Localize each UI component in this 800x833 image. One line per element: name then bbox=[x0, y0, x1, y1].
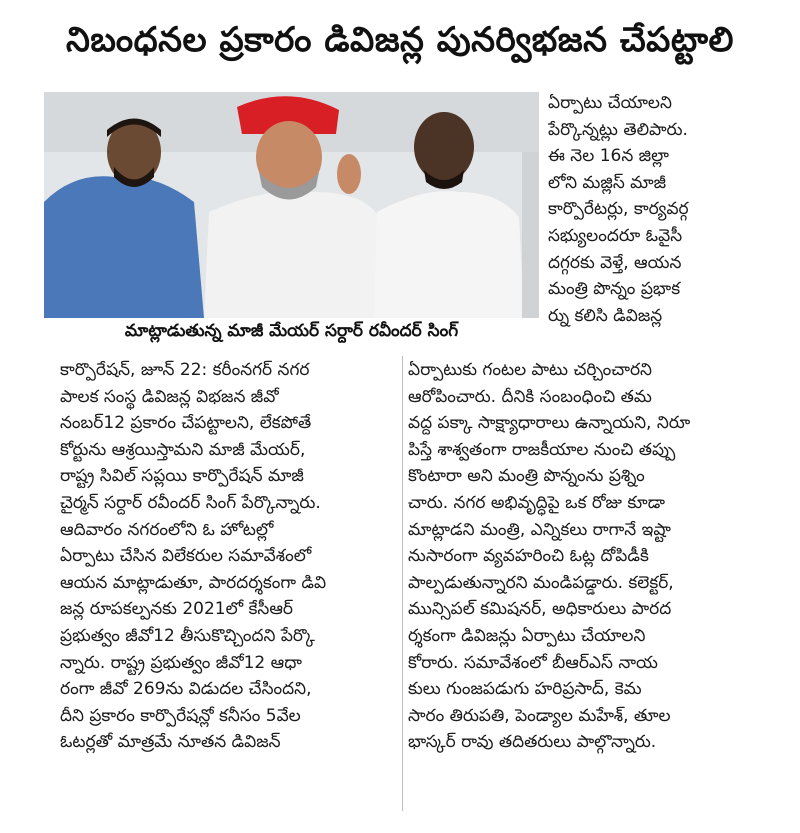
text-line: జన్ల రూపకల్పనకు 2021లో కేసీఆర్ bbox=[60, 599, 293, 620]
text-line: ర్శకంగా డివిజన్లు ఏర్పాటు చేయాలని bbox=[408, 625, 646, 646]
text-line: మాట్లాడని మంత్రి, ఎన్నికలు రాగానే ఇష్టా bbox=[408, 519, 671, 540]
headline: నిబంధనల ప్రకారం డివిజన్ల పునర్విభజన చేపట్టాలి bbox=[66, 20, 734, 60]
text-line: కోరారు. సమావేశంలో బీఆర్ఎస్ నాయ bbox=[408, 652, 658, 673]
text-line: భాస్కర్ రావు తదితరులు పాల్గొన్నారు. bbox=[408, 732, 657, 753]
text-line: ఈ నెల 16న జిల్లా bbox=[548, 146, 669, 167]
text-line: కులు గుంజపడుగు హరిప్రసాద్, కెమ bbox=[408, 679, 642, 700]
text-line: నుసారంగా వ్యవహరించి ఓట్ల దోపిడీకి bbox=[408, 546, 649, 567]
text-line: పిస్తే శాశ్వతంగా రాజకీయాల నుంచి తప్పు bbox=[408, 439, 676, 460]
text-line: కొంటారా అని మంత్రి పొన్నంను ప్రశ్నిం bbox=[408, 466, 645, 487]
text-line: ర్ను కలిసి డివిజన్ల bbox=[548, 305, 663, 326]
text-line: ఏర్పాటు చేసిన విలేకరుల సమావేశంలో bbox=[60, 546, 312, 567]
photo-caption: మాట్లాడుతున్న మాజీ మేయర్ సర్దార్ రవీందర్ సింగ్ bbox=[124, 321, 459, 341]
text-line: దగ్గరకు వెళ్తే, ఆయన bbox=[548, 252, 682, 273]
text-line: సభ్యులందరూ ఓవైసీ bbox=[548, 225, 683, 246]
text-line: మంత్రి పొన్నం ప్రభాక bbox=[548, 279, 681, 300]
text-line: రంగా జీవో 269ను విడుదల చేసిందని, bbox=[60, 679, 312, 700]
text-line: చారు. నగర అభివృద్ధిపై ఒక రోజు కూడా bbox=[408, 492, 665, 513]
text-line: పాలక సంస్థ డివిజన్ల విభజన జీవో bbox=[60, 386, 279, 407]
text-line: కార్పొరేటర్లు, కార్యవర్గ bbox=[548, 199, 689, 220]
text-line: లోని మజ్లిస్ మాజీ bbox=[548, 172, 667, 193]
text-line: ఏర్పాటుకు గంటల పాటు చర్చించారని bbox=[408, 360, 652, 380]
text-line: ఆదివారం నగరంలోని ఓ హోటల్లో bbox=[60, 519, 274, 540]
text-line: నంబర్12 ప్రకారం చేపట్టాలని, లేకపోతే bbox=[60, 413, 312, 434]
text-line: ఆరోపించారు. దీనికి సంబంధించి తమ bbox=[408, 386, 652, 407]
text-line: వద్ద పక్కా సాక్ష్యాధారాలు ఉన్నాయని, నిరూ bbox=[408, 413, 691, 434]
text-line: పాల్పడుతున్నారని మండిపడ్డారు. కలెక్టర్, bbox=[408, 572, 674, 593]
text-line: మున్సిపల్ కమిషనర్, అధికారులు పారద bbox=[408, 599, 672, 620]
text-line: కోర్టును ఆశ్రయిస్తామని మాజీ మేయర్, bbox=[60, 439, 306, 460]
column-divider bbox=[402, 356, 403, 811]
text-line: రాష్ట్ర సివిల్ సప్లయి కార్పొరేషన్ మాజీ bbox=[60, 466, 304, 487]
text-line: చైర్మన్ సర్దార్ రవీందర్ సింగ్ పేర్కొన్నారు. bbox=[60, 492, 321, 513]
text-line: కార్పొరేషన్, జూన్ 22: కరీంనగర్ నగర bbox=[60, 360, 310, 380]
text-line: పేర్కొన్నట్లు తెలిపారు. bbox=[548, 119, 688, 140]
article-column-right-bottom bbox=[408, 357, 756, 756]
press-meet-photo bbox=[44, 92, 539, 318]
text-line: ఏర్పాటు చేయాలని bbox=[548, 93, 672, 113]
text-line: న్నారు. రాష్ట్ర ప్రభుత్వం జీవో12 ఆధా bbox=[60, 652, 302, 673]
text-line: ఆయన మాట్లాడుతూ, పారదర్శకంగా డివి bbox=[60, 572, 327, 593]
text-line: ప్రభుత్వం జీవో12 తీసుకొచ్చిందని పేర్కొ bbox=[60, 625, 315, 646]
text-line: ఓటర్లతో మాత్రమే నూతన డివిజన్ bbox=[60, 732, 281, 753]
text-line: దీని ప్రకారం కార్పొరేషన్లో కనీసం 5వేల bbox=[60, 705, 301, 726]
article-column-left bbox=[60, 357, 396, 756]
text-line: సారం తిరుపతి, పెండ్యాల మహేశ్, తూల bbox=[408, 705, 671, 726]
article-column-right-top bbox=[548, 90, 758, 329]
